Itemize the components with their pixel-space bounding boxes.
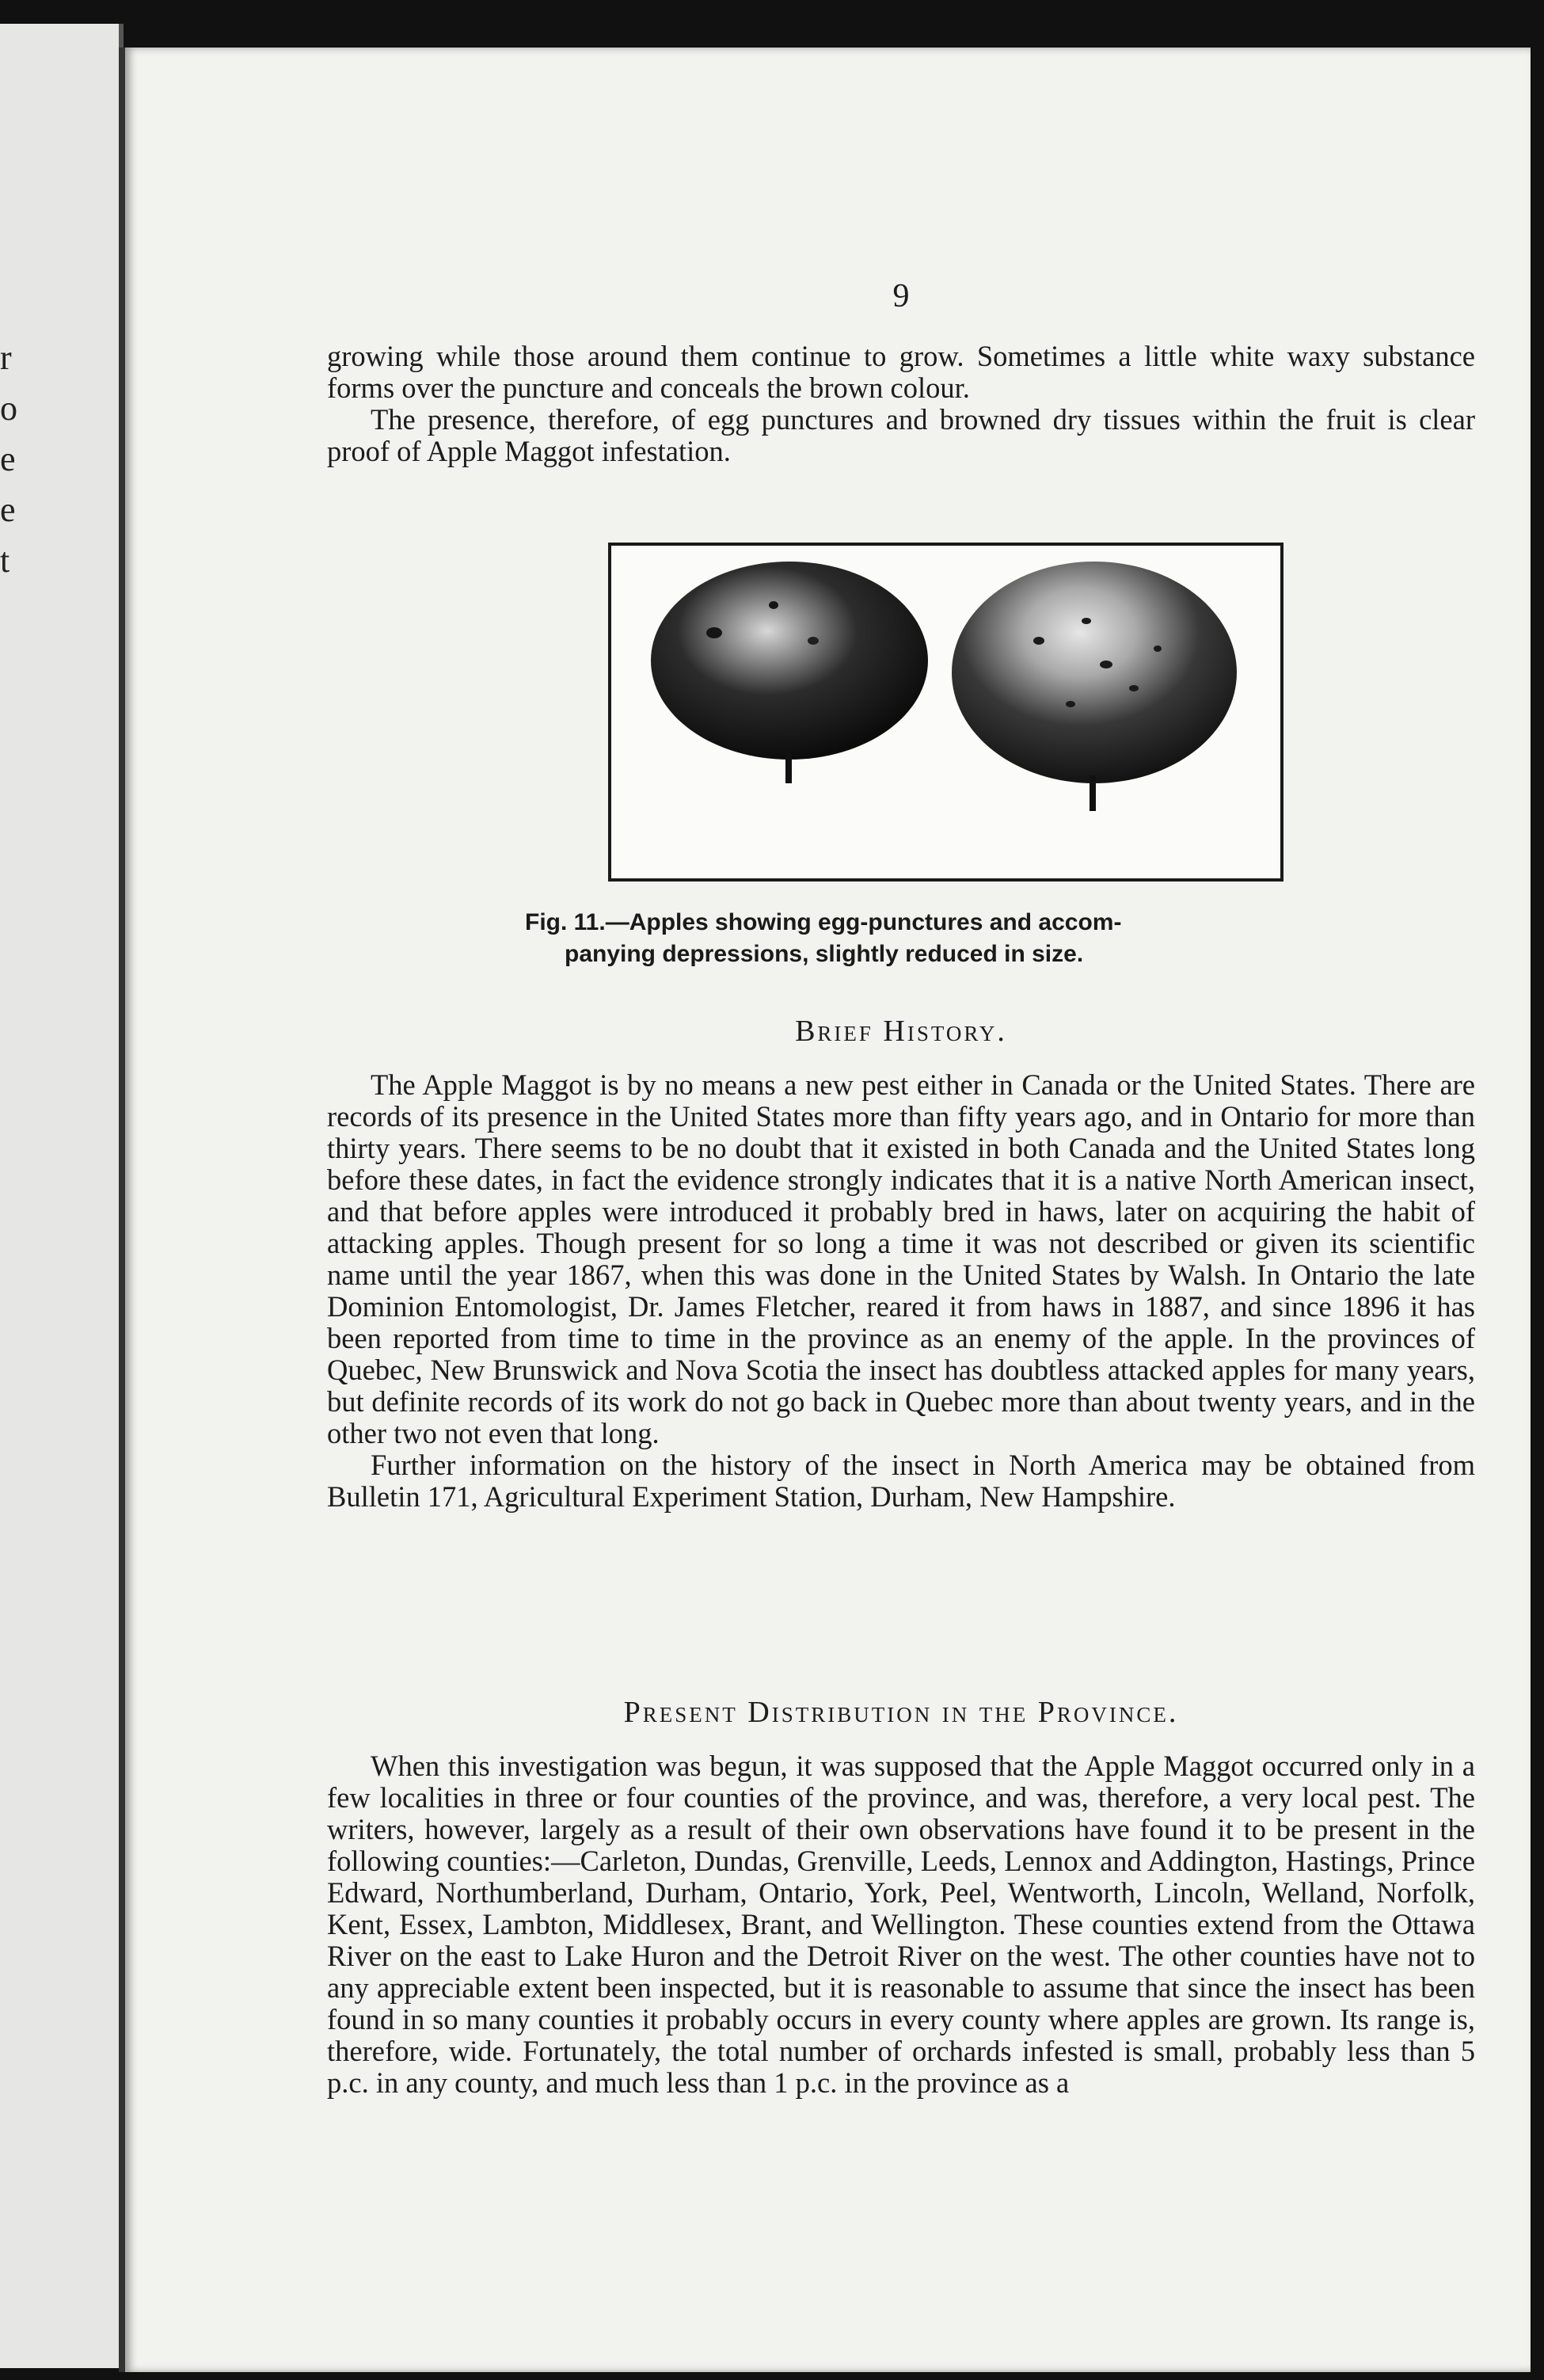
section-heading-brief-history: Brief History.	[795, 1015, 1007, 1048]
history-paragraph-2: Further information on the history of the insect in North America may be obtained from Bulletin 171, Agricultural Experiment Station, Durham, New Hampshire.	[327, 1449, 1475, 1513]
figure-apples	[608, 543, 1283, 882]
intro-paragraph-1: growing while those around them continue to grow. Sometimes a little white waxy substance forms over the puncture and conceals the brown colour.	[327, 340, 1475, 404]
page-number: 9	[892, 278, 910, 314]
distribution-paragraph-1: When this investigation was begun, it was supposed that the Apple Maggot occurred only in a few localities in three or four counties of the province, and was, therefore, a very local pest. The writers, however, largely as a result of their own observations have found it to be present in the following counties:—Carleton, Dundas, Grenville, Leeds, Lennox and Addington, Hastings, Prince Edward, Northumberland, Durham, Ontario, York, Peel, Wentworth, Lincoln, Welland, Norfolk, Kent, Essex, Lambton, Middlesex, Brant, and Wellington. These counties extend from the Ottawa River on the east to Lake Huron and the Detroit River on the west. The other counties have not to any appreciable extent been inspected, but it is reasonable to assume that since the insect has been found in so many counties it probably occurs in every county where apples are grown. Its range is, therefore, wide. Fortunately, the total number of orchards infested is small, probably less than 5 p.c. in any county, and much less than 1 p.c. in the province as a	[327, 1750, 1475, 2099]
fragment-5: t	[0, 541, 10, 580]
figure-caption	[525, 907, 1317, 970]
section-heading-distribution: Present Distribution in the Province.	[623, 1696, 1179, 1729]
facing-page-edge	[0, 24, 124, 2368]
right-apple	[952, 562, 1237, 811]
fragment-4: e	[0, 490, 16, 529]
apples-illustration	[611, 546, 1280, 878]
intro-section	[327, 341, 1475, 467]
caption-line-1: Fig. 11.—Apples showing egg-punctures and accom-	[525, 909, 1122, 935]
document-page	[119, 48, 1531, 2372]
fragment-2: o	[0, 389, 17, 428]
fragment-1: r	[0, 338, 12, 377]
fragment-3: e	[0, 440, 16, 478]
brief-history-section	[327, 1069, 1475, 1513]
distribution-section	[327, 1750, 1475, 2099]
facing-page-fragments	[0, 333, 32, 586]
intro-paragraph-2: The presence, therefore, of egg punctures and browned dry tissues within the fruit is clear proof of Apple Maggot infestation.	[327, 403, 1475, 467]
history-paragraph-1: The Apple Maggot is by no means a new pest either in Canada or the United States. There are records of its presence in the United States more than fifty years ago, and in Ontario for more than thirty years. There seems to be no doubt that it existed in both Canada and the United States long before these dates, in fact the evidence strongly indicates that it is a native North American insect, and that before apples were introduced it probably bred in haws, later on acquiring the habit of attacking apples. Though present for so long a time it was not described or given its scientific name until the year 1867, when this was done in the United States by Walsh. In Ontario the late Dominion Entomologist, Dr. James Fletcher, reared it from haws in 1887, and since 1896 it has been reported from time to time in the province as an enemy of the apple. In the provinces of Quebec, New Brunswick and Nova Scotia the insect has doubtless attacked apples for many years, but definite records of its work do not go back in Quebec more than about twenty years, and in the other two not even that long.	[327, 1068, 1475, 1449]
caption-line-2: panying depressions, slightly reduced in size.	[565, 941, 1084, 967]
left-apple	[651, 562, 928, 783]
